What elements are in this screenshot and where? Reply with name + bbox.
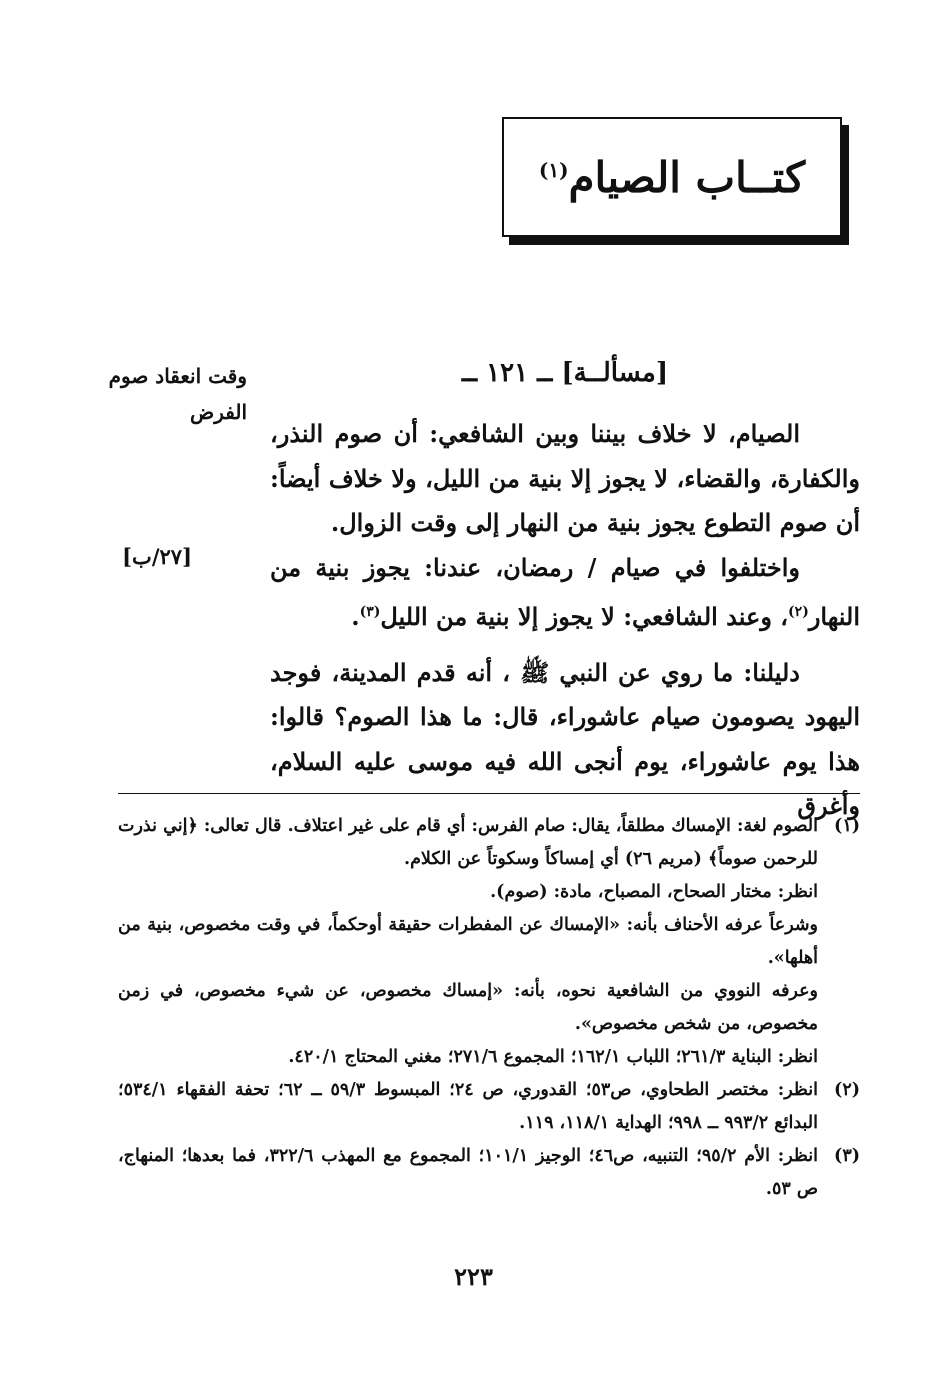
- chapter-title-text: كتــاب الصيام: [568, 152, 806, 202]
- issue-heading: [مسألــة] ــ ١٢١ ــ: [461, 358, 669, 388]
- footnote-ref-2: (٢): [788, 604, 809, 620]
- paragraph-1: الصيام، لا خلاف بيننا وبين الشافعي: أن صوم النذر، والكفارة، والقضاء، لا يجوز إلا بنية من الليل، ولا خلاف أيضاً: أن صوم التطوع يجوز بنية من النهار إلى وقت الزوال.: [270, 419, 861, 537]
- footnote-para: انظر: مختصر الطحاوي، ص٥٣؛ القدوري، ص ٢٤؛ المبسوط ٥٩/٣ ــ ٦٢؛ تحفة الفقهاء ٥٣٤/١؛ البدائع ٩٩٣/٢ ــ ٩٩٨؛ الهداية ١١٨/١، ١١٩.: [118, 1080, 818, 1133]
- chapter-title-box: [502, 117, 842, 237]
- paragraph-3: دليلنا: ما روي عن النبي ﷺ ، أنه قدم المدينة، فوجد اليهود يصومون صيام عاشوراء، قال: ما هذا الصوم؟ قالوا: هذا يوم عاشوراء، يوم أنجى الله فيه موسى عليه السلام، وأغرق: [270, 657, 861, 820]
- paragraph-2-part-c: .: [351, 602, 360, 631]
- footnote-divider: [118, 793, 860, 794]
- footnote-para: انظر: البناية ٢٦١/٣؛ اللباب ١٦٢/١؛ المجموع ٢٧١/٦؛ مغني المحتاج ٤٢٠/١.: [288, 1047, 818, 1067]
- footnote-number: (٣): [834, 1146, 860, 1166]
- chapter-title: [539, 153, 805, 202]
- footnote-ref-3: (٣): [359, 604, 381, 620]
- page-number: ٢٢٣: [454, 1262, 493, 1291]
- footnote-para: وشرعاً عرفه الأحناف بأنه: «الإمساك عن المفطرات حقيقة أوحكماً، في وقت مخصوص، بنية من أهلها».: [118, 915, 818, 968]
- footnote-para: الصوم لغة: الإمساك مطلقاً، يقال: صام الفرس: أي قام على غير اعتلاف. قال تعالى: ﴿إني نذرت للرحمن صوماً﴾ (مريم ٢٦) أي إمساكاً وسكوتاً عن الكلام.: [118, 816, 818, 869]
- paragraph-2-part-a: واختلفوا في صيام / رمضان، عندنا: يجوز بنية من النهار: [270, 552, 860, 631]
- paragraph-2-part-b: ، وعند الشافعي: لا يجوز إلا بنية من الليل: [380, 602, 789, 631]
- footnote-number: (١): [834, 816, 860, 836]
- chapter-title-note-ref: (١): [538, 157, 569, 182]
- margin-topic-note: وقت انعقاد صوم الفرض: [108, 364, 247, 424]
- footnote-2: [118, 1074, 860, 1140]
- footnote-3: [118, 1140, 860, 1206]
- main-text: [270, 412, 860, 829]
- footnotes: [118, 810, 860, 1206]
- footnote-para: انظر: الأم ٩٥/٢؛ التنبيه، ص٤٦؛ الوجيز ١٠١/١؛ المجموع مع المهذب ٣٢٢/٦، فما بعدها؛ المنهاج، ص ٥٣.: [118, 1146, 818, 1199]
- footnote-para: انظر: مختار الصحاح، المصباح، مادة: (صوم).: [490, 882, 818, 902]
- footnote-para: وعرفه النووي من الشافعية نحوه، بأنه: «إمساك مخصوص، عن شيء مخصوص، في زمن مخصوص، من شخص مخصوص».: [118, 981, 818, 1034]
- manuscript-folio-ref: [٢٧/ب]: [122, 544, 192, 569]
- footnote-number: (٢): [834, 1080, 860, 1100]
- footnote-1: [118, 810, 860, 1074]
- paragraph-2: [270, 546, 860, 640]
